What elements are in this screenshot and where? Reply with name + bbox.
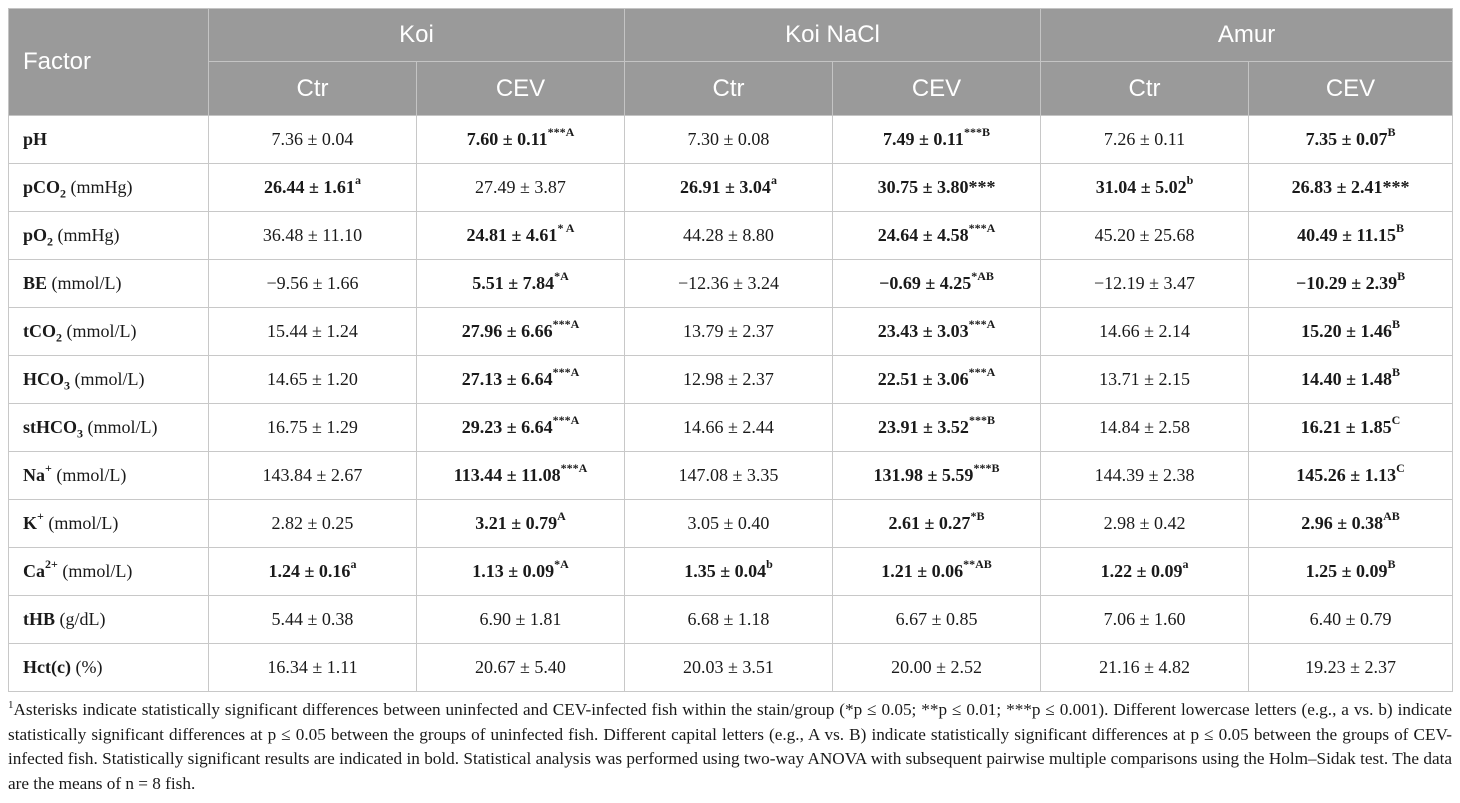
factor-superscript: + [37, 509, 44, 523]
cell-value: −12.19 ± 3.47 [1094, 273, 1196, 293]
table-row [9, 404, 1453, 452]
significance-marker: B [1387, 557, 1396, 571]
cell-value: 1.21 ± 0.06 [881, 561, 964, 581]
significance-marker: ***A [968, 317, 996, 331]
factor-superscript: 2+ [45, 557, 58, 571]
cell-value: 20.03 ± 3.51 [683, 657, 774, 677]
factor-unit: (g/dL) [55, 609, 106, 629]
value-cell [833, 212, 1041, 260]
value-cell [417, 308, 625, 356]
significance-marker: B [1391, 365, 1400, 379]
cell-value: 2.61 ± 0.27 [888, 513, 971, 533]
table-row [9, 644, 1453, 692]
value-cell [1041, 596, 1249, 644]
factor-cell [9, 404, 209, 452]
value-cell [625, 452, 833, 500]
value-cell [209, 212, 417, 260]
factor-cell [9, 260, 209, 308]
cell-value: 14.84 ± 2.58 [1099, 417, 1190, 437]
cell-value: 2.82 ± 0.25 [271, 513, 354, 533]
value-cell [833, 452, 1041, 500]
value-cell [1249, 260, 1453, 308]
table-row [9, 308, 1453, 356]
significance-marker: ***B [973, 461, 1000, 475]
cell-value: 20.00 ± 2.52 [891, 657, 982, 677]
value-cell [209, 260, 417, 308]
factor-subscript: 2 [47, 234, 54, 249]
table-row [9, 212, 1453, 260]
cell-value: 7.26 ± 0.11 [1103, 129, 1186, 149]
value-cell [1249, 596, 1453, 644]
significance-marker: a [1182, 557, 1189, 571]
cell-value: 14.40 ± 1.48 [1301, 369, 1392, 389]
significance-marker: B [1387, 125, 1396, 139]
cell-value: 7.60 ± 0.11 [466, 129, 548, 149]
factor-cell [9, 548, 209, 596]
value-cell [1249, 644, 1453, 692]
value-cell [209, 644, 417, 692]
cell-value: 143.84 ± 2.67 [262, 465, 363, 485]
factor-cell [9, 356, 209, 404]
factor-symbol: tCO [23, 321, 56, 341]
cell-value: 7.49 ± 0.11 [883, 129, 964, 149]
significance-marker: C [1391, 413, 1401, 427]
cell-value: 147.08 ± 3.35 [678, 465, 779, 485]
cell-value: 40.49 ± 11.15 [1297, 225, 1396, 245]
footnote-text: Asterisks indicate statistically significant differences between uninfected and CEV-infected fish within the stain/group (*p ≤ 0.05; **p ≤ 0.01; ***p ≤ 0.001). Different lowercase letters (e.g., a vs. b) indicate statistically significant differences at p ≤ 0.05 between the groups of uninfected fish. Different capital letters (e.g., A vs. B) indicate statistically significant differences at p ≤ 0.05 between the groups of CEV-infected fish. Statistically significant results are indicated in bold. Statistical analysis was performed using two-way ANOVA with subsequent pairwise multiple comparisons using the Holm–Sidak test. The data are the means of n = 8 fish. [8, 700, 1452, 793]
cell-value: 6.40 ± 0.79 [1309, 609, 1392, 629]
value-cell [1249, 116, 1453, 164]
cell-value: 6.67 ± 0.85 [895, 609, 978, 629]
significance-marker: b [1186, 173, 1194, 187]
subheader-cev: CEV [1249, 62, 1453, 116]
factor-symbol: pH [23, 129, 48, 149]
factor-cell [9, 644, 209, 692]
cell-value: 6.90 ± 1.81 [479, 609, 562, 629]
value-cell [833, 596, 1041, 644]
table-row [9, 500, 1453, 548]
value-cell [833, 356, 1041, 404]
value-cell [417, 260, 625, 308]
cell-value: −0.69 ± 4.25 [879, 273, 972, 293]
table-row [9, 260, 1453, 308]
value-cell [1249, 308, 1453, 356]
cell-value: 3.21 ± 0.79 [475, 513, 558, 533]
cell-value: 131.98 ± 5.59 [873, 465, 974, 485]
significance-marker: ***B [968, 413, 995, 427]
table-body [9, 116, 1453, 692]
value-cell [625, 356, 833, 404]
cell-value: 5.51 ± 7.84 [472, 273, 555, 293]
cell-value: 36.48 ± 11.10 [262, 225, 363, 245]
value-cell [625, 500, 833, 548]
value-cell [625, 404, 833, 452]
factor-subscript: 2 [60, 186, 67, 201]
value-cell [1041, 308, 1249, 356]
significance-marker: ***A [552, 413, 580, 427]
cell-value: 26.83 ± 2.41*** [1291, 177, 1410, 197]
cell-value: −9.56 ± 1.66 [266, 273, 359, 293]
value-cell [209, 308, 417, 356]
significance-marker: ***A [552, 365, 580, 379]
significance-marker: a [350, 557, 357, 571]
value-cell [1249, 500, 1453, 548]
factor-subscript: 2 [56, 330, 62, 345]
cell-value: 7.06 ± 1.60 [1103, 609, 1186, 629]
value-cell [1041, 404, 1249, 452]
value-cell [833, 404, 1041, 452]
cell-value: 21.16 ± 4.82 [1099, 657, 1190, 677]
cell-value: 7.30 ± 0.08 [687, 129, 770, 149]
value-cell [625, 308, 833, 356]
cell-value: 1.35 ± 0.04 [684, 561, 767, 581]
significance-marker: *AB [971, 269, 994, 283]
cell-value: 6.68 ± 1.18 [687, 609, 770, 629]
significance-marker: B [1391, 317, 1400, 331]
cell-value: 2.98 ± 0.42 [1103, 513, 1186, 533]
value-cell [1041, 644, 1249, 692]
significance-marker: ***A [547, 125, 575, 139]
factor-cell [9, 116, 209, 164]
factor-subscript: 3 [77, 426, 83, 441]
factor-cell [9, 596, 209, 644]
factor-symbol: Na [23, 465, 45, 485]
cell-value: 23.43 ± 3.03 [877, 321, 969, 341]
factor-unit: (mmol/L) [70, 369, 145, 389]
factor-unit: (mmol/L) [62, 321, 137, 341]
significance-marker: B [1397, 269, 1406, 283]
value-cell [833, 548, 1041, 596]
value-cell [209, 356, 417, 404]
value-cell [1041, 356, 1249, 404]
factor-cell [9, 212, 209, 260]
cell-value: 27.96 ± 6.66 [461, 321, 553, 341]
value-cell [625, 116, 833, 164]
value-cell [417, 596, 625, 644]
significance-marker: *A [554, 269, 569, 283]
significance-marker: ***A [552, 317, 580, 331]
value-cell [417, 500, 625, 548]
factor-symbol: HCO [23, 369, 65, 389]
table-row [9, 596, 1453, 644]
table-row [9, 452, 1453, 500]
subheader-ctr: Ctr [209, 62, 417, 116]
cell-value: 15.44 ± 1.24 [267, 321, 358, 341]
footnote [8, 698, 1452, 796]
factor-unit: (mmol/L) [57, 561, 133, 581]
factor-subscript: 3 [64, 378, 71, 393]
cell-value: 20.67 ± 5.40 [475, 657, 566, 677]
cell-value: 16.21 ± 1.85 [1300, 417, 1392, 437]
value-cell [1249, 404, 1453, 452]
factor-cell [9, 500, 209, 548]
cell-value: 144.39 ± 2.38 [1094, 465, 1195, 485]
table-row [9, 164, 1453, 212]
value-cell [1041, 452, 1249, 500]
cell-value: −10.29 ± 2.39 [1295, 273, 1398, 293]
value-cell [1041, 164, 1249, 212]
cell-value: 16.34 ± 1.11 [267, 657, 358, 677]
significance-marker: ***A [968, 221, 996, 235]
group-header-koi: Koi [209, 9, 625, 62]
table-row [9, 548, 1453, 596]
value-cell [417, 356, 625, 404]
value-cell [1249, 164, 1453, 212]
table-row [9, 356, 1453, 404]
factor-symbol: K [23, 513, 38, 533]
group-header-amur: Amur [1041, 9, 1453, 62]
factor-symbol: Hct(c) [23, 657, 71, 677]
cell-value: 15.20 ± 1.46 [1301, 321, 1392, 341]
factor-symbol: tHB [23, 609, 56, 629]
factor-unit: (mmHg) [53, 225, 120, 245]
value-cell [833, 164, 1041, 212]
value-cell [209, 452, 417, 500]
factor-symbol: BE [23, 273, 48, 293]
cell-value: 31.04 ± 5.02 [1095, 177, 1187, 197]
factor-unit: (mmol/L) [51, 465, 127, 485]
cell-value: 24.81 ± 4.61 [466, 225, 558, 245]
value-cell [1041, 260, 1249, 308]
subheader-cev: CEV [417, 62, 625, 116]
cell-value: 1.22 ± 0.09 [1100, 561, 1183, 581]
significance-marker: ***A [968, 365, 996, 379]
significance-marker: b [766, 557, 773, 571]
value-cell [1041, 548, 1249, 596]
cell-value: 27.13 ± 6.64 [461, 369, 553, 389]
cell-value: 1.24 ± 0.16 [268, 561, 351, 581]
cell-value: −12.36 ± 3.24 [677, 273, 780, 293]
cell-value: 3.05 ± 0.40 [687, 513, 770, 533]
cell-value: 2.96 ± 0.38 [1301, 513, 1384, 533]
factor-symbol: pO [23, 225, 48, 245]
cell-value: 14.65 ± 1.20 [267, 369, 358, 389]
value-cell [833, 644, 1041, 692]
value-cell [1041, 116, 1249, 164]
value-cell [417, 116, 625, 164]
factor-header: Factor [9, 9, 209, 116]
significance-marker: **AB [963, 557, 992, 571]
cell-value: 30.75 ± 3.80*** [877, 177, 996, 197]
cell-value: 27.49 ± 3.87 [475, 177, 566, 197]
significance-marker: AB [1383, 509, 1400, 523]
value-cell [417, 164, 625, 212]
cell-value: 23.91 ± 3.52 [878, 417, 969, 437]
cell-value: 113.44 ± 11.08 [453, 465, 561, 485]
cell-value: 14.66 ± 2.44 [683, 417, 774, 437]
cell-value: 7.35 ± 0.07 [1305, 129, 1388, 149]
factor-cell [9, 308, 209, 356]
factor-unit: (mmol/L) [47, 273, 122, 293]
significance-marker: *A [554, 557, 569, 571]
significance-marker: ***B [963, 125, 990, 139]
factor-unit: (mmHg) [66, 177, 133, 197]
value-cell [625, 212, 833, 260]
cell-value: 7.36 ± 0.04 [271, 129, 354, 149]
data-table [8, 8, 1453, 692]
cell-value: 1.13 ± 0.09 [472, 561, 555, 581]
factor-symbol: Ca [23, 561, 45, 581]
value-cell [1249, 452, 1453, 500]
subheader-ctr: Ctr [625, 62, 833, 116]
value-cell [417, 212, 625, 260]
data-table-container [8, 8, 1452, 692]
value-cell [1041, 212, 1249, 260]
cell-value: 13.79 ± 2.37 [683, 321, 774, 341]
value-cell [1249, 212, 1453, 260]
footnote-marker: 1 [8, 699, 14, 712]
value-cell [417, 548, 625, 596]
value-cell [417, 644, 625, 692]
cell-value: 16.75 ± 1.29 [267, 417, 358, 437]
factor-unit: (%) [70, 657, 103, 677]
cell-value: 13.71 ± 2.15 [1099, 369, 1190, 389]
value-cell [833, 260, 1041, 308]
significance-marker: a [354, 173, 361, 187]
factor-cell [9, 452, 209, 500]
value-cell [625, 164, 833, 212]
factor-symbol: pCO [23, 177, 61, 197]
value-cell [209, 596, 417, 644]
value-cell [209, 116, 417, 164]
value-cell [625, 548, 833, 596]
value-cell [209, 500, 417, 548]
cell-value: 29.23 ± 6.64 [461, 417, 553, 437]
factor-symbol: stHCO [23, 417, 77, 437]
value-cell [833, 116, 1041, 164]
significance-marker: C [1396, 461, 1405, 475]
value-cell [625, 596, 833, 644]
value-cell [1249, 356, 1453, 404]
table-row [9, 116, 1453, 164]
cell-value: 12.98 ± 2.37 [683, 369, 774, 389]
value-cell [1249, 548, 1453, 596]
value-cell [209, 404, 417, 452]
value-cell [417, 404, 625, 452]
value-cell [833, 500, 1041, 548]
cell-value: 5.44 ± 0.38 [271, 609, 354, 629]
table-header [9, 9, 1453, 116]
value-cell [209, 548, 417, 596]
cell-value: 45.20 ± 25.68 [1094, 225, 1195, 245]
significance-marker: a [770, 173, 777, 187]
cell-value: 44.28 ± 8.80 [683, 225, 774, 245]
value-cell [625, 644, 833, 692]
significance-marker: *B [970, 509, 985, 523]
value-cell [209, 164, 417, 212]
factor-cell [9, 164, 209, 212]
value-cell [625, 260, 833, 308]
cell-value: 145.26 ± 1.13 [1296, 465, 1397, 485]
cell-value: 14.66 ± 2.14 [1099, 321, 1190, 341]
subheader-cev: CEV [833, 62, 1041, 116]
value-cell [417, 452, 625, 500]
cell-value: 26.91 ± 3.04 [680, 177, 771, 197]
group-header-koi-nacl: Koi NaCl [625, 9, 1041, 62]
subheader-ctr: Ctr [1041, 62, 1249, 116]
cell-value: 26.44 ± 1.61 [264, 177, 355, 197]
cell-value: 1.25 ± 0.09 [1305, 561, 1388, 581]
significance-marker: A [557, 509, 566, 523]
cell-value: 24.64 ± 4.58 [877, 225, 969, 245]
factor-unit: (mmol/L) [43, 513, 119, 533]
significance-marker: ***A [560, 461, 588, 475]
value-cell [833, 308, 1041, 356]
cell-value: 19.23 ± 2.37 [1305, 657, 1396, 677]
factor-unit: (mmol/L) [83, 417, 158, 437]
significance-marker: B [1395, 221, 1404, 235]
cell-value: 22.51 ± 3.06 [877, 369, 969, 389]
factor-superscript: + [45, 461, 52, 475]
significance-marker: * A [557, 221, 575, 235]
value-cell [1041, 500, 1249, 548]
